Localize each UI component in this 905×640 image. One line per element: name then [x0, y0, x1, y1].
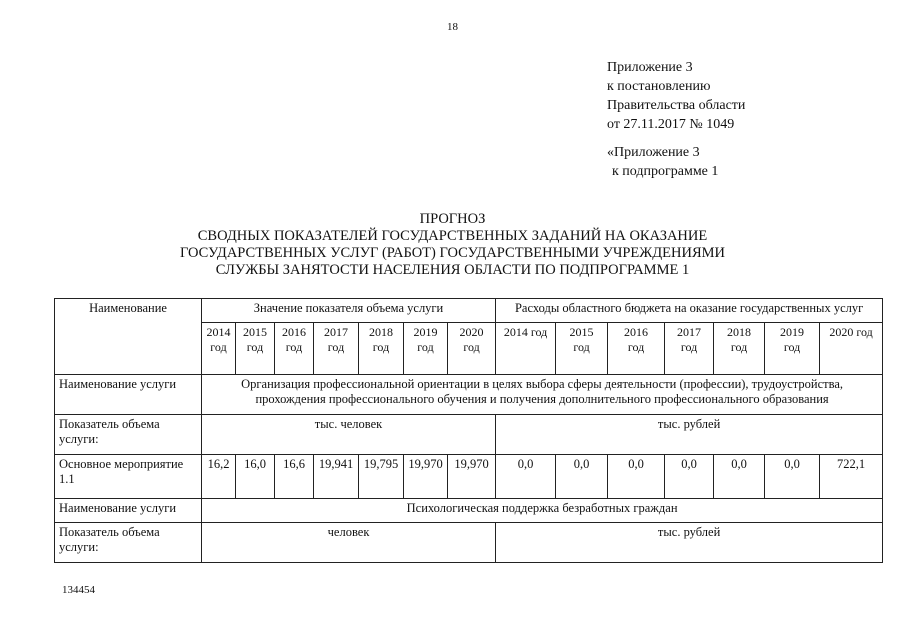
volume-value: 19,795	[359, 455, 404, 499]
title-line: СЛУЖБЫ ЗАНЯТОСТИ НАСЕЛЕНИЯ ОБЛАСТИ ПО ПОДПРОГРАММЕ 1	[215, 262, 690, 278]
footer-code: 134454	[62, 584, 95, 596]
title-line: ГОСУДАРСТВЕННЫХ УСЛУГ (РАБОТ) ГОСУДАРСТВЕННЫМИ УЧРЕЖДЕНИЯМИ	[179, 245, 726, 261]
header-volume: Значение показателя объема услуги	[202, 299, 496, 323]
year-cell: 2014 год	[496, 323, 556, 375]
year-cell: 2019 год	[404, 323, 448, 375]
year-cell: 2019 год	[765, 323, 820, 375]
indicator-label: Показатель объема услуги:	[55, 523, 202, 563]
title-line: СВОДНЫХ ПОКАЗАТЕЛЕЙ ГОСУДАРСТВЕННЫХ ЗАДАНИЙ НА ОКАЗАНИЕ	[197, 228, 708, 244]
expense-value: 722,1	[820, 455, 883, 499]
indicator-volume-unit: тыс. человек	[202, 415, 496, 455]
service-label: Наименование услуги	[55, 375, 202, 415]
expense-value: 0,0	[714, 455, 765, 499]
indicator-expense-unit: тыс. рублей	[496, 523, 883, 563]
year-cell: 2015 год	[556, 323, 608, 375]
year-cell: 2017 год	[314, 323, 359, 375]
header-name: Наименование	[55, 299, 202, 375]
year-cell: 2016 год	[275, 323, 314, 375]
expense-value: 0,0	[665, 455, 714, 499]
table-row	[55, 499, 883, 523]
event-label: Основное мероприятие 1.1	[55, 455, 202, 499]
year-cell: 2018 год	[359, 323, 404, 375]
header-expense: Расходы областного бюджета на оказание государственных услуг	[496, 299, 883, 323]
year-cell: 2015 год	[236, 323, 275, 375]
appendix-line: к постановлению	[607, 79, 711, 94]
year-cell: 2014 год	[202, 323, 236, 375]
forecast-table	[54, 298, 883, 563]
year-cell: 2020 год	[820, 323, 883, 375]
appendix2-line: к подпрограмме 1	[612, 164, 719, 179]
title-line: ПРОГНОЗ	[419, 211, 486, 227]
page-number: 18	[447, 21, 458, 33]
indicator-label: Показатель объема услуги:	[55, 415, 202, 455]
appendix-line: Правительства области	[607, 98, 746, 113]
year-cell: 2016 год	[608, 323, 665, 375]
table-header-row	[55, 299, 883, 323]
volume-value: 16,2	[202, 455, 236, 499]
volume-value: 19,970	[448, 455, 496, 499]
volume-value: 19,970	[404, 455, 448, 499]
indicator-volume-unit: человек	[202, 523, 496, 563]
appendix-line: от 27.11.2017 № 1049	[607, 117, 735, 132]
table-row	[55, 455, 883, 499]
year-cell: 2018 год	[714, 323, 765, 375]
year-cell: 2017 год	[665, 323, 714, 375]
indicator-expense-unit: тыс. рублей	[496, 415, 883, 455]
appendix-block	[607, 58, 745, 134]
service-name: Организация профессиональной ориентации в целях выбора сферы деятельности (профессии), трудоустройства, прохождения профессионального обучения и получения дополнительного профессионального образования	[202, 375, 883, 415]
appendix-line: Приложение 3	[607, 60, 693, 75]
volume-value: 19,941	[314, 455, 359, 499]
appendix-block-2	[607, 143, 718, 181]
table-row	[55, 415, 883, 455]
document-title	[0, 211, 905, 279]
table-row	[55, 523, 883, 563]
service-label: Наименование услуги	[55, 499, 202, 523]
appendix2-line: «Приложение 3	[607, 145, 700, 160]
service-name: Психологическая поддержка безработных граждан	[202, 499, 883, 523]
expense-value: 0,0	[556, 455, 608, 499]
expense-value: 0,0	[608, 455, 665, 499]
year-cell: 2020 год	[448, 323, 496, 375]
expense-value: 0,0	[496, 455, 556, 499]
expense-value: 0,0	[765, 455, 820, 499]
table-row	[55, 375, 883, 415]
volume-value: 16,6	[275, 455, 314, 499]
volume-value: 16,0	[236, 455, 275, 499]
